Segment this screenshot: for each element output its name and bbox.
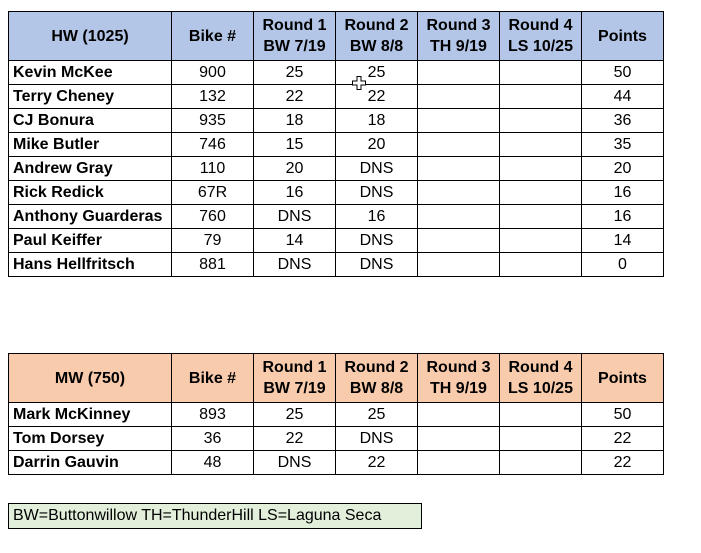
bike-number-cell[interactable]: 893 — [172, 403, 254, 427]
round-3-cell[interactable] — [418, 133, 500, 157]
bike-header[interactable]: Bike # — [172, 354, 254, 403]
round-4-cell[interactable] — [500, 109, 582, 133]
round-3-cell[interactable] — [418, 61, 500, 85]
round-1-cell[interactable]: 25 — [254, 61, 336, 85]
table-row — [9, 157, 664, 181]
round-2-cell[interactable]: 22 — [336, 451, 418, 475]
round-2-cell[interactable]: 20 — [336, 133, 418, 157]
header-row — [9, 354, 664, 403]
bike-number-cell[interactable]: 110 — [172, 157, 254, 181]
table-row — [9, 403, 664, 427]
bike-number-cell[interactable]: 67R — [172, 181, 254, 205]
round-2-cell[interactable]: DNS — [336, 253, 418, 277]
rider-name-cell[interactable]: Kevin McKee — [9, 61, 172, 85]
round-2-cell[interactable]: 22 — [336, 85, 418, 109]
rider-name-cell[interactable]: Mike Butler — [9, 133, 172, 157]
rider-name-cell[interactable]: CJ Bonura — [9, 109, 172, 133]
bike-number-cell[interactable]: 881 — [172, 253, 254, 277]
rider-name-cell[interactable]: Anthony Guarderas — [9, 205, 172, 229]
points-cell[interactable]: 35 — [582, 133, 664, 157]
round-2-header[interactable]: Round 2 BW 8/8 — [336, 354, 418, 403]
round-1-cell[interactable]: 15 — [254, 133, 336, 157]
round-4-cell[interactable] — [500, 253, 582, 277]
round-3-cell[interactable] — [418, 229, 500, 253]
round-1-cell[interactable]: DNS — [254, 205, 336, 229]
round-1-cell[interactable]: DNS — [254, 451, 336, 475]
round-2-cell[interactable]: DNS — [336, 181, 418, 205]
round-1-header[interactable]: Round 1 BW 7/19 — [254, 354, 336, 403]
rider-name-cell[interactable]: Darrin Gauvin — [9, 451, 172, 475]
table-row — [9, 253, 664, 277]
table-row — [9, 181, 664, 205]
round-3-cell[interactable] — [418, 253, 500, 277]
bike-number-cell[interactable]: 935 — [172, 109, 254, 133]
round-1-cell[interactable]: 22 — [254, 427, 336, 451]
rider-name-cell[interactable]: Tom Dorsey — [9, 427, 172, 451]
rider-name-cell[interactable]: Hans Hellfritsch — [9, 253, 172, 277]
round-4-cell[interactable] — [500, 229, 582, 253]
round-3-cell[interactable] — [418, 403, 500, 427]
round-2-cell[interactable]: 25 — [336, 403, 418, 427]
round-2-cell[interactable]: DNS — [336, 157, 418, 181]
bike-header[interactable]: Bike # — [172, 12, 254, 61]
points-cell[interactable]: 44 — [582, 85, 664, 109]
round-1-cell[interactable]: DNS — [254, 253, 336, 277]
round-2-cell[interactable]: 25 — [336, 61, 418, 85]
round-4-cell[interactable] — [500, 61, 582, 85]
round-2-cell[interactable]: 16 — [336, 205, 418, 229]
bike-number-cell[interactable]: 48 — [172, 451, 254, 475]
hw-standings-table — [8, 11, 664, 277]
table-row — [9, 451, 664, 475]
class-header[interactable]: MW (750) — [9, 354, 172, 403]
rider-name-cell[interactable]: Terry Cheney — [9, 85, 172, 109]
round-4-cell[interactable] — [500, 427, 582, 451]
round-1-cell[interactable]: 20 — [254, 157, 336, 181]
table-row — [9, 85, 664, 109]
round-1-cell[interactable]: 22 — [254, 85, 336, 109]
points-cell[interactable]: 14 — [582, 229, 664, 253]
table-row — [9, 61, 664, 85]
mw-standings-table — [8, 353, 664, 475]
crosshair-plus-cursor-icon — [352, 76, 366, 90]
points-cell[interactable]: 50 — [582, 61, 664, 85]
round-3-cell[interactable] — [418, 451, 500, 475]
points-header[interactable]: Points — [582, 12, 664, 61]
rider-name-cell[interactable]: Paul Keiffer — [9, 229, 172, 253]
points-cell[interactable]: 50 — [582, 403, 664, 427]
table-row — [9, 109, 664, 133]
round-2-cell[interactable]: DNS — [336, 427, 418, 451]
round-2-cell[interactable]: 18 — [336, 109, 418, 133]
points-cell[interactable]: 16 — [582, 181, 664, 205]
points-cell[interactable]: 16 — [582, 205, 664, 229]
mw-table-body — [9, 403, 664, 475]
bike-number-cell[interactable]: 760 — [172, 205, 254, 229]
rider-name-cell[interactable]: Andrew Gray — [9, 157, 172, 181]
table-row — [9, 133, 664, 157]
round-1-cell[interactable]: 25 — [254, 403, 336, 427]
bike-number-cell[interactable]: 746 — [172, 133, 254, 157]
round-3-cell[interactable] — [418, 157, 500, 181]
points-cell[interactable]: 22 — [582, 451, 664, 475]
round-4-header[interactable]: Round 4 LS 10/25 — [500, 354, 582, 403]
table-row — [9, 229, 664, 253]
points-cell[interactable]: 22 — [582, 427, 664, 451]
points-header[interactable]: Points — [582, 354, 664, 403]
round-2-cell[interactable]: DNS — [336, 229, 418, 253]
round-4-cell[interactable] — [500, 451, 582, 475]
round-3-header[interactable]: Round 3 TH 9/19 — [418, 354, 500, 403]
points-cell[interactable]: 0 — [582, 253, 664, 277]
round-4-cell[interactable] — [500, 133, 582, 157]
round-3-cell[interactable] — [418, 427, 500, 451]
round-3-header[interactable]: Round 3 TH 9/19 — [418, 12, 500, 61]
round-3-cell[interactable] — [418, 205, 500, 229]
points-cell[interactable]: 20 — [582, 157, 664, 181]
track-legend[interactable]: BW=Buttonwillow TH=ThunderHill LS=Laguna Seca — [8, 503, 422, 529]
round-2-header[interactable]: Round 2 BW 8/8 — [336, 12, 418, 61]
class-header[interactable]: HW (1025) — [9, 12, 172, 61]
round-4-cell[interactable] — [500, 403, 582, 427]
round-1-cell[interactable]: 14 — [254, 229, 336, 253]
points-cell[interactable]: 36 — [582, 109, 664, 133]
round-4-cell[interactable] — [500, 205, 582, 229]
table-row — [9, 205, 664, 229]
rider-name-cell[interactable]: Rick Redick — [9, 181, 172, 205]
table-row — [9, 427, 664, 451]
round-4-cell[interactable] — [500, 181, 582, 205]
bike-number-cell[interactable]: 36 — [172, 427, 254, 451]
round-3-cell[interactable] — [418, 85, 500, 109]
round-4-cell[interactable] — [500, 157, 582, 181]
hw-table-body — [9, 61, 664, 277]
round-1-cell[interactable]: 18 — [254, 109, 336, 133]
round-3-cell[interactable] — [418, 109, 500, 133]
round-1-cell[interactable]: 16 — [254, 181, 336, 205]
bike-number-cell[interactable]: 132 — [172, 85, 254, 109]
rider-name-cell[interactable]: Mark McKinney — [9, 403, 172, 427]
bike-number-cell[interactable]: 900 — [172, 61, 254, 85]
round-1-header[interactable]: Round 1 BW 7/19 — [254, 12, 336, 61]
bike-number-cell[interactable]: 79 — [172, 229, 254, 253]
round-4-header[interactable]: Round 4 LS 10/25 — [500, 12, 582, 61]
round-4-cell[interactable] — [500, 85, 582, 109]
round-3-cell[interactable] — [418, 181, 500, 205]
header-row — [9, 12, 664, 61]
